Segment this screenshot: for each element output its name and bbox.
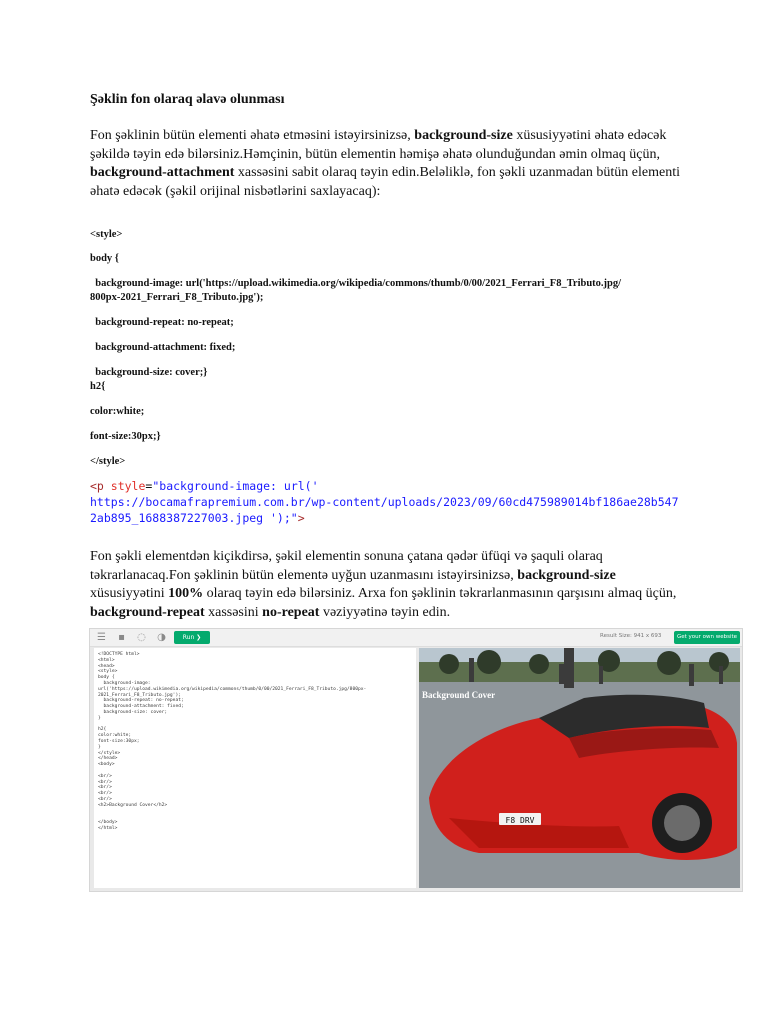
html-code-example — [90, 478, 730, 526]
text: xassəsini sabit olaraq təyin edin.Beləliklə, fon şəkli uzanmadan bütün elementi — [234, 165, 680, 180]
text: Fon şəklinin bütün elementi əhatə etməsini istəyirsinizsə, — [90, 128, 415, 143]
keyword-no-repeat: no-repeat — [262, 604, 320, 620]
result-size-label: Result Size: 941 x 693 — [600, 633, 662, 639]
run-button[interactable]: Run ❯ — [174, 631, 210, 644]
text: Fon şəkli elementdən kiçikdirsə, şəkil elementin sonuna çatana qədər üfüqi və şaquli olaraq — [90, 549, 603, 564]
css-line-body: body { — [90, 253, 119, 264]
keyword-background-repeat: background-repeat — [90, 604, 205, 620]
result-pane — [419, 648, 740, 888]
text: əhatə edəcək (şəkil orijinal nisbətlərini saxlayacaq): — [90, 183, 381, 199]
text: olaraq təyin edə bilərsiniz. Arxa fon şəklinin təkrarlanmasının qarşısını almaq üçün, — [203, 586, 677, 601]
ferrari-photo — [419, 648, 740, 888]
keyword-100-percent: 100% — [168, 586, 204, 601]
result-heading: Background Cover — [422, 690, 496, 700]
text: xüsusiyyətini — [90, 586, 169, 601]
keyword-background-size: background-size — [414, 128, 513, 143]
code-tag: <p — [90, 479, 104, 493]
theme-toggle-icon[interactable]: ◑ — [157, 632, 166, 643]
text: şəkildə təyin edə bilərsiniz.Həmçinin, bütün elementin həmişə əhatə olunduğundan əmin olmaq üçün, — [90, 146, 660, 162]
intro-paragraph — [90, 127, 690, 201]
keyword-background-size: background-size — [517, 567, 616, 583]
css-line-font-size: font-size:30px;} — [90, 431, 161, 442]
editor-toolbar — [90, 629, 742, 647]
text: xüsusiyyətini əhatə edəcək — [512, 128, 667, 143]
code-eq: = — [145, 479, 153, 493]
text: vəziyyətinə təyin edin. — [319, 604, 451, 620]
text: təkrarlanacaq.Fon şəklinin bütün elementə uyğun uzanmasını istəyirsinizsə, — [90, 567, 518, 583]
code-editor-pane[interactable] — [94, 648, 416, 888]
css-line-bg-image-2: 800px-2021_Ferrari_F8_Tributo.jpg'); — [90, 292, 264, 303]
css-line-style-close: </style> — [90, 456, 126, 467]
css-line-color: color:white; — [90, 406, 145, 417]
tryit-editor-screenshot — [89, 628, 743, 892]
refresh-icon[interactable]: ◌ — [137, 632, 146, 643]
section-heading: Şəklin fon olaraq əlavə olunması — [90, 92, 285, 107]
code-value: "background-image: url(' — [152, 479, 319, 493]
code-attr: style — [103, 479, 146, 493]
code-value: 2ab895_1688387227003.jpeg ');" — [90, 511, 298, 525]
code-tag-close: > — [297, 511, 305, 525]
get-website-button[interactable]: Get your own website — [674, 631, 740, 644]
save-icon[interactable]: ▪ — [118, 632, 125, 643]
editor-code: <!DOCTYPE html> <html> <head> <style> body { background-image: url('https://upload.wikimedia.org/wikipedia/commons/thumb/0/00/2021_Ferrari_F8_Tributo.jpg/800px- 2021_Ferrari_F8_Tributo.jpg'); background-repeat: no-repeat; background-attachment: fixed; background-size: cover; } h2{ color:white; font-size:30px; } </style> </head> <body> <br/> <br/> <br/> <br/> <br/> <h2>Background Cover</h2> </body> </html> — [98, 652, 367, 831]
text: xassəsini — [204, 604, 263, 620]
css-line-bg-attachment: background-attachment: fixed; — [90, 342, 236, 353]
second-paragraph — [90, 548, 700, 622]
svg-text:F8 DRV: F8 DRV — [505, 816, 535, 825]
keyword-background-attachment: background-attachment — [90, 165, 235, 180]
css-line-style-open: <style> — [90, 229, 123, 240]
code-value: https://bocamafrapremium.com.br/wp-content/uploads/2023/09/60cd475989014bf186ae28b547 — [90, 495, 679, 509]
css-line-bg-repeat: background-repeat: no-repeat; — [90, 317, 234, 328]
css-line-bg-size: background-size: cover;} — [90, 367, 208, 378]
menu-icon[interactable]: ☰ — [97, 632, 106, 643]
css-line-h2: h2{ — [90, 381, 106, 392]
css-line-bg-image-1: background-image: url('https://upload.wikimedia.org/wikipedia/commons/thumb/0/00/2021_Ferrari_F8_Tributo.jpg/ — [90, 278, 622, 289]
